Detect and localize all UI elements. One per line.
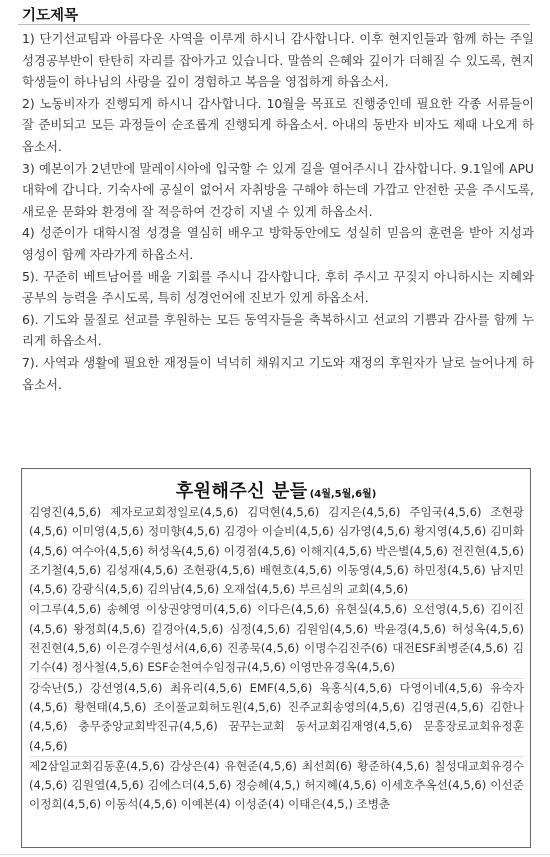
sponsor-paragraph-1: 김영진(4,5,6) 제자로교회정일로(4,5,6) 김덕현(4,5,6) 김지은(4,5,6) 주임국(4,5,6) 조현광(4,5,6) 이미영(4,5,6) 정미향(4,5,6) 김경아 이슬비(4,5,6) 심가영(4,5,6) 황지영(4,5,6) 김미화(4,5,6) 여수아(4,5,6) 허성옥(4,5,6) 이경점(4,5,6) 이해지(4,5,6) 박은별(4,5,6) 전진현(4,5,6) 조기철(4,5,6) 김성재(4,5,6) 조현광(4,5,6) 배현호(4,5,6) 이동영(4,5,6) 하민정(4,5,6) 남지민(4,5,6) 강광식(4,5,6) 김의남(4,5,6) 오재섭(4,5,6) 부르심의 교회(4,5,6) [29, 505, 524, 597]
sponsor-heading [22, 469, 530, 505]
sponsor-paragraph-4: 제2삼일교회김동훈(4,5,6) 감상은(4) 유현준(4,5,6) 최선희(6) 황준하(4,5,6) 칠성대교회유경수(4,5,6) 김원열(4,5,6) 김에스더(4,5,6) 정승혜(4,5,) 허지혜(4,5,6) 이세호추옥선(4,5,6) 이선준이정희(4,5,6) 이동석(4,5,6) 이예본(4) 이성준(4) 이태은(4,5,) 조병춘 [29, 756, 524, 815]
bottom-divider [0, 854, 550, 855]
prayer-item-3: 3) 예본이가 2년만에 말레이시아에 입국할 수 있게 길을 열어주시니 감사합니다. 9.1일에 APU대학에 갑니다. 기숙사에 공실이 없어서 자취방을 구해야 하는데 가깝고 안전한 곳을 주시도록, 새로운 문화와 환경에 잘 적응하여 건강히 지낼 수 있게 하옵소서. [22, 160, 534, 219]
sponsor-paragraph-3: 강숙난(5,) 강선영(4,5,6) 최유리(4,5,6) EMF(4,5,6) 육홍식(4,5,6) 다영이네(4,5,6) 유숙자(4,5,6) 황현태(4,5,6) 조이풀교회허도원(4,5,6) 진주교회송영의(4,5,6) 김영권(4,5,6) 김한나(4,5,6) 충무중앙교회박진규(4,5,6) 꿈꾸는교회 동서교회김재영(4,5,6) 문흥장로교회유정훈(4,5,6) [29, 678, 524, 756]
prayer-item-6: 6). 기도와 물질로 선교를 후원하는 모든 동역자들을 축복하시고 선교의 기쁨과 감사를 함께 누리게 하옵소서. [22, 311, 534, 349]
prayer-list [22, 28, 534, 395]
prayer-title: 기도제목 [22, 8, 79, 24]
prayer-item-2: 2) 노동비자가 진행되게 하시니 감사합니다. 10월을 목표로 진행중인데 필요한 각종 서류들이 잘 준비되고 모든 과정들이 순조롭게 진행되게 하옵소서. 아내의 동반자 비자도 제때 나오게 하옵소서. [22, 95, 534, 154]
sponsor-period: (4월,5월,6월) [309, 489, 377, 500]
prayer-item-5: 5). 꾸준히 베트남어를 배울 기회를 주시니 감사합니다. 후히 주시고 꾸짖지 아니하시는 지혜와 공부의 능력을 주시도록, 특히 성경언어에 진보가 있게 하옵소서. [22, 268, 534, 306]
sponsor-list [22, 503, 530, 815]
title-divider [18, 24, 530, 25]
prayer-item-4: 4) 성준이가 대학시절 성경을 열심히 배우고 방학동안에도 성실히 믿음의 훈련을 받아 지성과 영성이 함께 자라가게 하옵소서. [22, 225, 534, 262]
sponsor-paragraph-2: 이그루(4,5,6) 송혜영 이상권양영미(4,5,6) 이다은(4,5,6) 유현실(4,5,6) 오선영(4,5,6) 김이진(4,5,6) 왕정희(4,5,6) 길경아(4,5,6) 심정(4,5,6) 김원임(4,5,6) 박윤경(4,5,6) 허성옥(4,5,6) 전진현(4,5,6) 이은경수원성서(4,6,6) 진종묵(4,5,6) 이명수김진주(6) 대전ESF최병준(4,5,6) 김기수(4) 정사철(4,5,6) ESF순천여수임정규(4,5,6) 이영만유경옥(4,5,6) [29, 599, 524, 677]
sponsor-box [21, 468, 531, 848]
sponsor-title: 후원해주신 분들 [175, 481, 308, 502]
prayer-item-1: 1) 단기선교팀과 아름다운 사역을 이루게 하시니 감사합니다. 이후 현지인들과 함께 하는 주일 성경공부반이 탄탄히 자리를 잡아가고 있습니다. 말씀의 은혜와 깊이가 더해질 수 있도록, 현지 학생들이 하나님의 사랑을 깊이 경험하고 복음을 영접하게 하옵소서. [22, 31, 534, 90]
prayer-item-7: 7). 사역과 생활에 필요한 재정들이 넉넉히 채워지고 기도와 재정의 후원자가 날로 늘어나게 하옵소서. [22, 354, 534, 392]
